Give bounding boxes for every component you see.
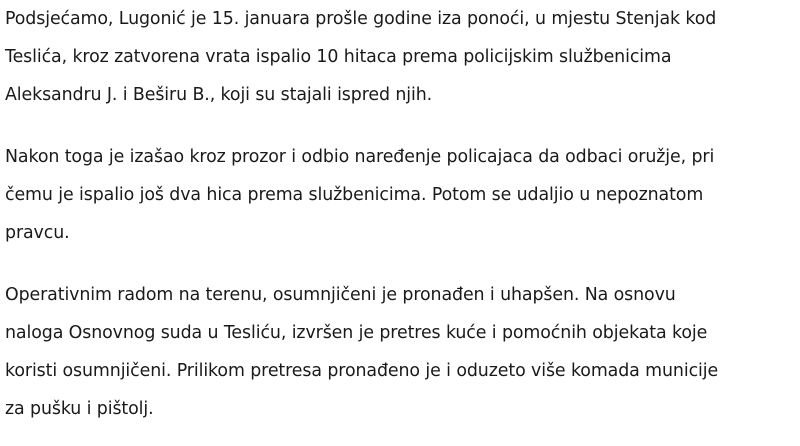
paragraph-line: pravcu. — [5, 223, 70, 243]
paragraph-line: za pušku i pištolj. — [5, 399, 154, 419]
paragraph-3 — [5, 276, 778, 428]
paragraph-line: Podsjećamo, Lugonić je 15. januara prošle godine iza ponoći, u mjestu Stenjak kod — [5, 9, 717, 29]
paragraph-line: Nakon toga je izašao kroz prozor i odbio naređenje policajaca da odbaci oružje, pri — [5, 147, 715, 167]
paragraph-line: Teslića, kroz zatvorena vrata ispalio 10 hitaca prema policijskim službenicima — [5, 47, 672, 67]
paragraph-line: koristi osumnjičeni. Prilikom pretresa pronađeno je i oduzeto više komada municije — [5, 361, 719, 381]
paragraph-line: čemu je ispalio još dva hica prema službenicima. Potom se udaljio u nepoznatom — [5, 185, 704, 205]
paragraph-2 — [5, 138, 778, 252]
paragraph-line: naloga Osnovnog suda u Tesliću, izvršen je pretres kuće i pomoćnih objekata koje — [5, 323, 708, 343]
paragraph-line: Operativnim radom na terenu, osumnjičeni je pronađen i uhapšen. Na osnovu — [5, 285, 676, 305]
paragraph-1 — [5, 0, 778, 114]
paragraph-line: Aleksandru J. i Beširu B., koji su stajali ispred njih. — [5, 85, 433, 105]
